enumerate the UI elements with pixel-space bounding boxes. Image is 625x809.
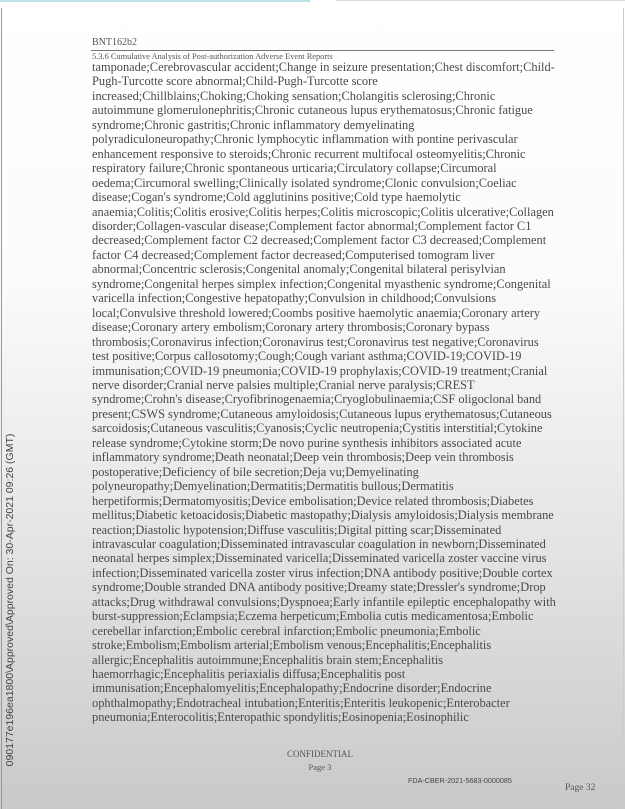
outer-page-number: Page 32 (565, 783, 596, 793)
body-text-line: pneumonia;Enterocolitis;Enteropathic spondylitis;Eosinopenia;Eosinophilic (92, 710, 469, 725)
body-text-line: polyneuropathy;Demyelination;Dermatitis;Dermatitis bullous;Dermatitis (92, 479, 454, 494)
body-text-line: factor C4 decreased;Complement factor decreased;Computerised tomogram liver (92, 247, 495, 262)
document-product-header: BNT162b2 (92, 37, 137, 48)
body-text-line: release syndrome;Cytokine storm;De novo purine synthesis inhibitors associated acute (92, 435, 522, 450)
body-text-line: syndrome;Chronic gastritis;Chronic inflammatory demyelinating (92, 117, 415, 132)
document-section-header: 5.3.6 Cumulative Analysis of Post-authorization Adverse Event Reports (92, 52, 333, 61)
body-text-line: disorder;Collagen-vascular disease;Complement factor abnormal;Complement factor C1 (92, 218, 532, 233)
body-text-line: increased;Chillblains;Choking;Choking sensation;Cholangitis sclerosing;Chronic (92, 88, 496, 103)
body-text-line: reaction;Diastolic hypotension;Diffuse vasculitis;Digital pitting scar;Disseminated (92, 522, 502, 537)
body-text-line: postoperative;Deficiency of bile secretion;Deja vu;Demyelinating (92, 464, 419, 479)
body-text-line: autoimmune glomerulonephritis;Chronic cutaneous lupus erythematosus;Chronic fatigue (92, 103, 533, 118)
body-text-line: attacks;Drug withdrawal convulsions;Dyspnoea;Early infantile epileptic encephalopathy with (92, 594, 556, 609)
body-text-line: immunisation;Encephalomyelitis;Encephalopathy;Endocrine disorder;Endocrine (92, 681, 492, 696)
body-text-line: syndrome;Crohn's disease;Cryofibrinogenaemia;Cryoglobulinaemia;CSF oligoclonal band (92, 392, 542, 407)
body-text-line: cerebellar infarction;Embolic cerebral infarction;Embolic pneumonia;Embolic (92, 623, 481, 638)
body-text-line: thrombosis;Coronavirus infection;Coronavirus test;Coronavirus test negative;Coronavirus (92, 334, 539, 349)
body-text-line: neonatal herpes simplex;Disseminated varicella;Disseminated varicella zoster vaccine virus (92, 551, 547, 566)
inner-page-number: Page 3 (308, 762, 332, 772)
body-text-line: sarcoidosis;Cutaneous vasculitis;Cyanosis;Cyclic neutropenia;Cystitis interstitial;Cytokine (92, 421, 543, 436)
body-text-line: stroke;Embolism;Embolism arterial;Embolism venous;Encephalitis;Encephalitis (92, 638, 492, 653)
body-text-line: inflammatory syndrome;Death neonatal;Deep vein thrombosis;Deep vein thrombosis (92, 450, 514, 465)
bates-number: FDA-CBER-2021-5683-0000085 (408, 776, 512, 785)
body-text-line: burst-suppression;Eclampsia;Eczema herpeticum;Embolia cutis medicamentosa;Embolic (92, 609, 534, 624)
confidential-label: CONFIDENTIAL (287, 749, 353, 759)
body-text-line: anaemia;Colitis;Colitis erosive;Colitis herpes;Colitis microscopic;Colitis ulcerative;Collagen (92, 204, 554, 219)
body-text-line: allergic;Encephalitis autoimmune;Encephalitis brain stem;Encephalitis (92, 652, 444, 667)
body-text-line: local;Convulsive threshold lowered;Coombs positive haemolytic anaemia;Coronary artery (92, 305, 541, 320)
body-text-line: syndrome;Congenital herpes simplex infection;Congenital myasthenic syndrome;Congenital (92, 276, 551, 291)
body-text-line: haemorrhagic;Encephalitis periaxialis diffusa;Encephalitis post (92, 667, 406, 682)
body-text-line: herpetiformis;Dermatomyositis;Device embolisation;Device related thrombosis;Diabetes (92, 493, 534, 508)
page-right-edge (623, 8, 624, 809)
document-body (92, 60, 556, 725)
body-text-line: present;CSWS syndrome;Cutaneous amyloidosis;Cutaneous lupus erythematosus;Cutaneous (92, 406, 552, 421)
body-text-line: varicella infection;Congestive hepatopathy;Convulsion in childhood;Convulsions (92, 291, 497, 306)
body-text-line: respiratory failure;Chronic spontaneous urticaria;Circulatory collapse;Circumoral (92, 161, 497, 176)
body-text-line: oedema;Circumoral swelling;Clinically isolated syndrome;Clonic convulsion;Coeliac (92, 175, 517, 190)
body-text-line: disease;Cogan's syndrome;Cold agglutinins positive;Cold type haemolytic (92, 190, 461, 205)
body-text-line: enhancement responsive to steroids;Chronic recurrent multifocal osteomyelitis;Chronic (92, 146, 526, 161)
body-text-line: disease;Coronary artery embolism;Coronary artery thrombosis;Coronary bypass (92, 320, 490, 335)
approval-stamp: 090177e196ea1800\Approved\Approved On: 30-Apr-2021 09:26 (GMT) (4, 433, 16, 767)
body-text-line: infection;Disseminated varicella zoster virus infection;DNA antibody positive;Double cortex (92, 565, 553, 580)
body-text-line: Pugh-Turcotte score abnormal;Child-Pugh-Turcotte score (92, 74, 378, 89)
body-text-line: decreased;Complement factor C2 decreased;Complement factor C3 decreased;Complement (92, 233, 547, 248)
body-text-line: nerve disorder;Cranial nerve palsies multiple;Cranial nerve paralysis;CREST (92, 377, 475, 392)
body-text-line: intravascular coagulation;Disseminated intravascular coagulation in newborn;Disseminated (92, 536, 546, 551)
body-text-line: mellitus;Diabetic ketoacidosis;Diabetic mastopathy;Dialysis amyloidosis;Dialysis membrane (92, 508, 554, 523)
body-text-line: syndrome;Double stranded DNA antibody positive;Dreamy state;Dressler's syndrome;Drop (92, 580, 546, 595)
header-rule (91, 50, 554, 51)
page-left-edge (1, 8, 2, 809)
body-text-line: polyradiculoneuropathy;Chronic lymphocytic inflammation with pontine perivascular (92, 132, 518, 147)
body-text-line: abnormal;Concentric sclerosis;Congenital anomaly;Congenital bilateral perisylvian (92, 262, 506, 277)
body-text-line: test positive;Corpus callosotomy;Cough;Cough variant asthma;COVID-19;COVID-19 (92, 349, 522, 364)
top-border (336, 0, 625, 1)
body-text-line: ophthalmopathy;Endotracheal intubation;Enteritis;Enteritis leukopenic;Enterobacter (92, 695, 510, 710)
body-text-line: immunisation;COVID-19 pneumonia;COVID-19 prophylaxis;COVID-19 treatment;Cranial (92, 363, 548, 378)
body-text-line: tamponade;Cerebrovascular accident;Change in seizure presentation;Chest discomfort;Child- (92, 60, 555, 74)
top-accent-bar (0, 0, 310, 2)
